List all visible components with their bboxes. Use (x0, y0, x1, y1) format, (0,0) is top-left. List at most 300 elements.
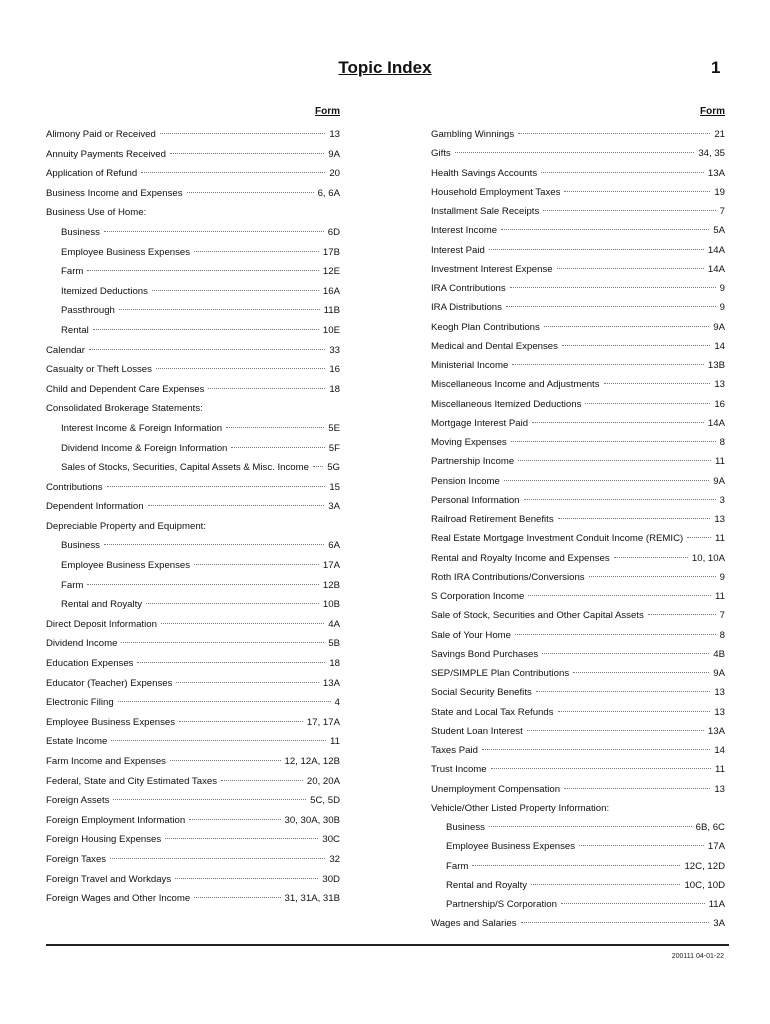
index-entry (431, 857, 725, 876)
dot-leader (527, 730, 704, 731)
form-reference: 33 (329, 344, 340, 356)
form-reference: 5F (328, 442, 340, 454)
entry-label: Ministerial Income (431, 360, 509, 371)
form-reference: 13B (707, 360, 725, 371)
form-reference: 11 (715, 764, 725, 776)
index-entry (46, 341, 340, 361)
dot-leader (528, 595, 711, 596)
form-reference: 9 (719, 302, 725, 314)
dot-leader (170, 153, 324, 154)
index-entry (431, 568, 725, 587)
entry-label: S Corporation Income (431, 591, 525, 602)
form-reference: 17B (322, 246, 340, 258)
entry-label: Rental and Royalty (61, 599, 143, 611)
index-entry (431, 298, 725, 317)
entry-label: Child and Dependent Care Expenses (46, 383, 205, 395)
dot-leader (313, 466, 323, 467)
entry-label: IRA Distributions (431, 302, 502, 314)
index-entry (46, 634, 340, 654)
form-reference: 14A (707, 263, 725, 275)
index-entry (46, 830, 340, 850)
entry-label: Interest Income & Foreign Information (61, 422, 223, 434)
dot-leader (141, 172, 325, 173)
index-entry (431, 914, 725, 933)
index-heading (46, 399, 340, 419)
entry-label: Farm Income and Expenses (46, 756, 166, 767)
form-reference: 14A (707, 417, 725, 429)
dot-leader (208, 388, 325, 389)
entry-label: Trust Income (431, 764, 487, 776)
dot-leader (542, 653, 709, 654)
entry-label: Business Use of Home: (46, 207, 147, 219)
form-reference: 13 (714, 687, 725, 699)
form-column-header: Form (700, 106, 725, 117)
entry-label: Dividend Income (46, 638, 118, 650)
index-entry (431, 529, 725, 548)
dot-leader (87, 584, 319, 585)
index-heading (431, 799, 725, 818)
dot-leader (504, 480, 709, 481)
form-reference: 4A (328, 618, 340, 630)
form-reference: 11A (708, 899, 725, 910)
entry-label: Employee Business Expenses (61, 246, 191, 258)
dot-leader (146, 603, 319, 604)
form-reference: 17A (322, 560, 340, 572)
form-reference: 3A (328, 501, 340, 513)
index-entry (431, 260, 725, 279)
form-reference: 13A (707, 167, 725, 179)
index-entry (46, 223, 340, 243)
index-entry (431, 279, 725, 298)
entry-label: Employee Business Expenses (46, 716, 176, 728)
form-reference: 9 (719, 571, 725, 583)
index-heading (46, 517, 340, 537)
form-reference: 30C (322, 834, 340, 846)
dot-leader (648, 614, 716, 615)
form-reference: 30D (322, 873, 340, 885)
index-entry (431, 241, 725, 260)
entry-label: Roth IRA Contributions/Conversions (431, 571, 585, 583)
dot-leader (543, 210, 715, 211)
dot-leader (506, 306, 716, 307)
entry-label: Contributions (46, 481, 103, 493)
dot-leader (104, 544, 324, 545)
dot-leader (531, 884, 680, 885)
index-list (431, 125, 725, 934)
entry-label: Consolidated Brokerage Statements: (46, 403, 203, 415)
left-column (46, 105, 340, 909)
index-entry (431, 626, 725, 645)
entry-label: Partnership/S Corporation (446, 899, 557, 910)
entry-label: State and Local Tax Refunds (431, 706, 554, 718)
form-reference: 5B (328, 638, 340, 650)
dot-leader (573, 672, 709, 673)
index-entry (46, 301, 340, 321)
form-reference: 17, 17A (306, 716, 340, 728)
entry-label: Farm (446, 860, 469, 872)
form-reference: 15 (329, 481, 340, 493)
index-entry (431, 375, 725, 394)
entry-label: Business (446, 822, 485, 833)
index-entry (46, 772, 340, 792)
index-entry (431, 164, 725, 183)
form-reference: 6B, 6C (695, 822, 725, 833)
entry-label: Taxes Paid (431, 745, 478, 756)
form-reference: 11 (715, 533, 725, 545)
dot-leader (93, 329, 319, 330)
index-entry (431, 837, 725, 856)
entry-label: Rental and Royalty (446, 879, 528, 891)
dot-leader (511, 441, 716, 442)
form-reference: 10B (322, 599, 340, 611)
index-entry (431, 125, 725, 144)
form-reference: 6A (328, 540, 340, 552)
entry-label: Application of Refund (46, 168, 138, 180)
form-reference: 3A (713, 918, 725, 930)
right-column (431, 105, 725, 934)
entry-label: Miscellaneous Itemized Deductions (431, 398, 582, 410)
index-entry (46, 732, 340, 752)
index-entry (431, 395, 725, 414)
index-entry (431, 780, 725, 799)
entry-label: Federal, State and City Estimated Taxes (46, 775, 217, 787)
form-reference: 11 (330, 736, 340, 748)
form-reference: 13 (714, 783, 725, 795)
dot-leader (148, 505, 325, 506)
dot-leader (118, 701, 331, 702)
dot-leader (187, 192, 314, 193)
form-reference: 20 (329, 168, 340, 180)
form-reference: 10E (322, 324, 340, 336)
index-entry (46, 811, 340, 831)
form-reference: 12E (322, 266, 340, 278)
form-reference: 21 (714, 129, 725, 140)
form-reference: 14A (707, 244, 725, 256)
form-reference: 5G (327, 462, 340, 474)
dot-leader (512, 364, 704, 365)
entry-label: Social Security Benefits (431, 687, 532, 699)
form-reference: 9A (713, 668, 725, 679)
entry-label: Foreign Taxes (46, 853, 107, 865)
form-reference: 6, 6A (317, 187, 340, 199)
entry-label: Business Income and Expenses (46, 187, 183, 199)
index-entry (46, 791, 340, 811)
entry-label: Farm (61, 266, 84, 278)
dot-leader (510, 287, 716, 288)
index-entry (431, 645, 725, 664)
index-entry (46, 870, 340, 890)
index-entry (431, 703, 725, 722)
index-list (46, 125, 340, 909)
page-number: 1 (711, 58, 721, 77)
dot-leader (121, 642, 324, 643)
form-reference: 13 (714, 379, 725, 391)
index-entry (46, 556, 340, 576)
form-reference: 14 (714, 745, 725, 756)
dot-leader (194, 251, 319, 252)
index-entry (46, 693, 340, 713)
form-reference: 13A (322, 677, 340, 689)
index-entry (431, 202, 725, 221)
dot-leader (489, 826, 692, 827)
dot-leader (491, 768, 711, 769)
entry-label: Dividend Income & Foreign Information (61, 442, 228, 454)
entry-label: Foreign Housing Expenses (46, 834, 162, 846)
form-reference: 4B (713, 648, 725, 660)
dot-leader (175, 878, 318, 879)
entry-label: Calendar (46, 344, 85, 356)
index-entry (46, 164, 340, 184)
dot-leader (160, 133, 325, 134)
form-reference: 7 (719, 610, 725, 622)
entry-label: Vehicle/Other Listed Property Information: (431, 802, 610, 814)
form-reference: 13 (714, 706, 725, 718)
dot-leader (561, 903, 705, 904)
index-entry (431, 741, 725, 760)
dot-leader (579, 845, 704, 846)
entry-label: Interest Income (431, 225, 498, 237)
form-reference: 12, 12A, 12B (284, 756, 340, 767)
dot-leader (455, 152, 695, 153)
index-entry (46, 184, 340, 204)
dot-leader (557, 268, 704, 269)
index-entry (431, 337, 725, 356)
index-entry (431, 606, 725, 625)
index-entry (46, 654, 340, 674)
form-reference: 6D (327, 226, 340, 238)
form-reference: 5A (713, 225, 725, 237)
index-entry (46, 419, 340, 439)
index-entry (46, 262, 340, 282)
index-entry (431, 895, 725, 914)
dot-leader (221, 780, 303, 781)
entry-label: Itemized Deductions (61, 285, 148, 297)
entry-label: Educator (Teacher) Expenses (46, 677, 173, 689)
entry-label: Casualty or Theft Losses (46, 364, 152, 376)
form-column-header: Form (315, 106, 340, 117)
index-entry (46, 595, 340, 615)
index-entry (431, 760, 725, 779)
entry-label: Estate Income (46, 736, 108, 748)
index-entry (431, 452, 725, 471)
entry-label: Business (61, 540, 100, 552)
form-reference: 5E (328, 422, 340, 434)
entry-label: Investment Interest Expense (431, 263, 553, 275)
entry-label: Alimony Paid or Received (46, 129, 156, 140)
dot-leader (119, 309, 320, 310)
dot-leader (489, 249, 704, 250)
form-reference: 9A (713, 475, 725, 487)
entry-label: Pension Income (431, 475, 500, 487)
entry-label: IRA Contributions (431, 283, 506, 294)
dot-leader (524, 499, 716, 500)
dot-leader (107, 486, 326, 487)
index-entry (46, 615, 340, 635)
entry-label: SEP/SIMPLE Plan Contributions (431, 668, 570, 679)
dot-leader (110, 858, 325, 859)
form-reference: 7 (719, 206, 725, 217)
entry-label: Gambling Winnings (431, 129, 515, 140)
index-entry (46, 497, 340, 517)
dot-leader (189, 819, 280, 820)
index-entry (431, 318, 725, 337)
entry-label: Sales of Stocks, Securities, Capital Assets & Misc. Income (61, 462, 309, 474)
dot-leader (687, 537, 711, 538)
index-entry (46, 360, 340, 380)
index-entry (46, 321, 340, 341)
dot-leader (194, 897, 280, 898)
dot-leader (564, 191, 710, 192)
dot-leader (518, 460, 711, 461)
form-reference: 9A (328, 148, 340, 160)
index-entry (46, 125, 340, 145)
dot-leader (156, 368, 325, 369)
dot-leader (152, 290, 319, 291)
dot-leader (614, 557, 688, 558)
dot-leader (87, 270, 319, 271)
dot-leader (585, 403, 710, 404)
form-reference: 13 (714, 514, 725, 525)
form-reference: 20, 20A (306, 775, 340, 787)
entry-label: Partnership Income (431, 456, 515, 468)
dot-leader (532, 422, 704, 423)
index-entry (46, 752, 340, 772)
entry-label: Employee Business Expenses (61, 560, 191, 572)
index-entry (431, 433, 725, 452)
form-reference: 11 (715, 456, 725, 468)
index-entry (431, 587, 725, 606)
entry-label: Business (61, 226, 100, 238)
entry-label: Direct Deposit Information (46, 618, 157, 630)
form-reference: 13 (329, 129, 340, 140)
dot-leader (604, 383, 711, 384)
entry-label: Foreign Travel and Workdays (46, 873, 172, 885)
entry-label: Personal Information (431, 494, 520, 506)
index-entry (431, 491, 725, 510)
form-reference: 32 (329, 853, 340, 865)
index-entry (46, 850, 340, 870)
dot-leader (179, 721, 303, 722)
form-reference: 4 (334, 697, 340, 709)
form-reference: 19 (714, 186, 725, 198)
index-entry (431, 472, 725, 491)
dot-leader (161, 623, 324, 624)
entry-label: Installment Sale Receipts (431, 206, 540, 217)
dot-leader (541, 172, 704, 173)
entry-label: Real Estate Mortgage Investment Conduit Income (REMIC) (431, 533, 684, 545)
form-reference: 31, 31A, 31B (284, 893, 340, 905)
footer-rule (46, 944, 729, 946)
entry-label: Household Employment Taxes (431, 186, 561, 198)
form-reference: 18 (329, 383, 340, 395)
dot-leader (231, 447, 324, 448)
index-entry (431, 549, 725, 568)
footer-code: 200111 04-01-22 (671, 953, 724, 960)
index-entry (46, 282, 340, 302)
dot-leader (589, 576, 716, 577)
entry-label: Mortgage Interest Paid (431, 417, 529, 429)
form-reference: 30, 30A, 30B (284, 814, 340, 826)
index-entry (431, 818, 725, 837)
index-entry (431, 356, 725, 375)
form-reference: 5C, 5D (310, 795, 340, 807)
index-entry (431, 510, 725, 529)
form-reference: 12C, 12D (684, 860, 725, 872)
index-entry (431, 183, 725, 202)
form-reference: 17A (707, 841, 725, 853)
index-entry (431, 144, 725, 163)
entry-label: Wages and Salaries (431, 918, 517, 930)
dot-leader (104, 231, 324, 232)
form-reference: 10, 10A (691, 552, 725, 564)
form-reference: 16 (329, 364, 340, 376)
entry-label: Depreciable Property and Equipment: (46, 520, 206, 532)
dot-leader (194, 564, 319, 565)
entry-label: Miscellaneous Income and Adjustments (431, 379, 600, 391)
index-entry (431, 664, 725, 683)
entry-label: Student Loan Interest (431, 725, 523, 737)
dot-leader (544, 326, 709, 327)
entry-label: Sale of Stock, Securities and Other Capital Assets (431, 610, 644, 622)
index-entry (46, 439, 340, 459)
entry-label: Foreign Wages and Other Income (46, 893, 191, 905)
index-entry (46, 889, 340, 909)
entry-label: Rental and Royalty Income and Expenses (431, 552, 610, 564)
dot-leader (111, 740, 326, 741)
dot-leader (518, 133, 710, 134)
form-reference: 8 (719, 437, 725, 448)
dot-leader (482, 749, 710, 750)
entry-label: Moving Expenses (431, 437, 507, 448)
index-entry (46, 674, 340, 694)
form-reference: 16A (322, 285, 340, 297)
dot-leader (501, 229, 709, 230)
form-reference: 11 (715, 591, 725, 602)
index-entry (46, 145, 340, 165)
dot-leader (536, 691, 711, 692)
entry-label: Medical and Dental Expenses (431, 340, 558, 352)
entry-label: Gifts (431, 148, 451, 160)
index-heading (46, 203, 340, 223)
entry-label: Education Expenses (46, 658, 134, 670)
dot-leader (562, 345, 710, 346)
form-reference: 34, 35 (698, 148, 725, 160)
index-entry (46, 243, 340, 263)
index-entry (46, 576, 340, 596)
entry-label: Passthrough (61, 305, 115, 317)
entry-label: Employee Business Expenses (446, 841, 576, 853)
dot-leader (89, 349, 325, 350)
form-reference: 8 (719, 629, 725, 641)
entry-label: Annuity Payments Received (46, 148, 166, 160)
entry-label: Foreign Assets (46, 795, 110, 807)
form-reference: 12B (322, 579, 340, 591)
entry-label: Railroad Retirement Benefits (431, 514, 554, 525)
index-entry (46, 713, 340, 733)
dot-leader (521, 922, 710, 923)
form-reference: 18 (329, 658, 340, 670)
dot-leader (170, 760, 281, 761)
page-title: Topic Index (338, 58, 432, 77)
form-reference: 16 (714, 398, 725, 410)
entry-label: Savings Bond Purchases (431, 648, 539, 660)
entry-label: Dependent Information (46, 501, 144, 513)
entry-label: Sale of Your Home (431, 629, 512, 641)
index-entry (431, 876, 725, 895)
dot-leader (564, 788, 710, 789)
entry-label: Interest Paid (431, 244, 485, 256)
dot-leader (137, 662, 325, 663)
